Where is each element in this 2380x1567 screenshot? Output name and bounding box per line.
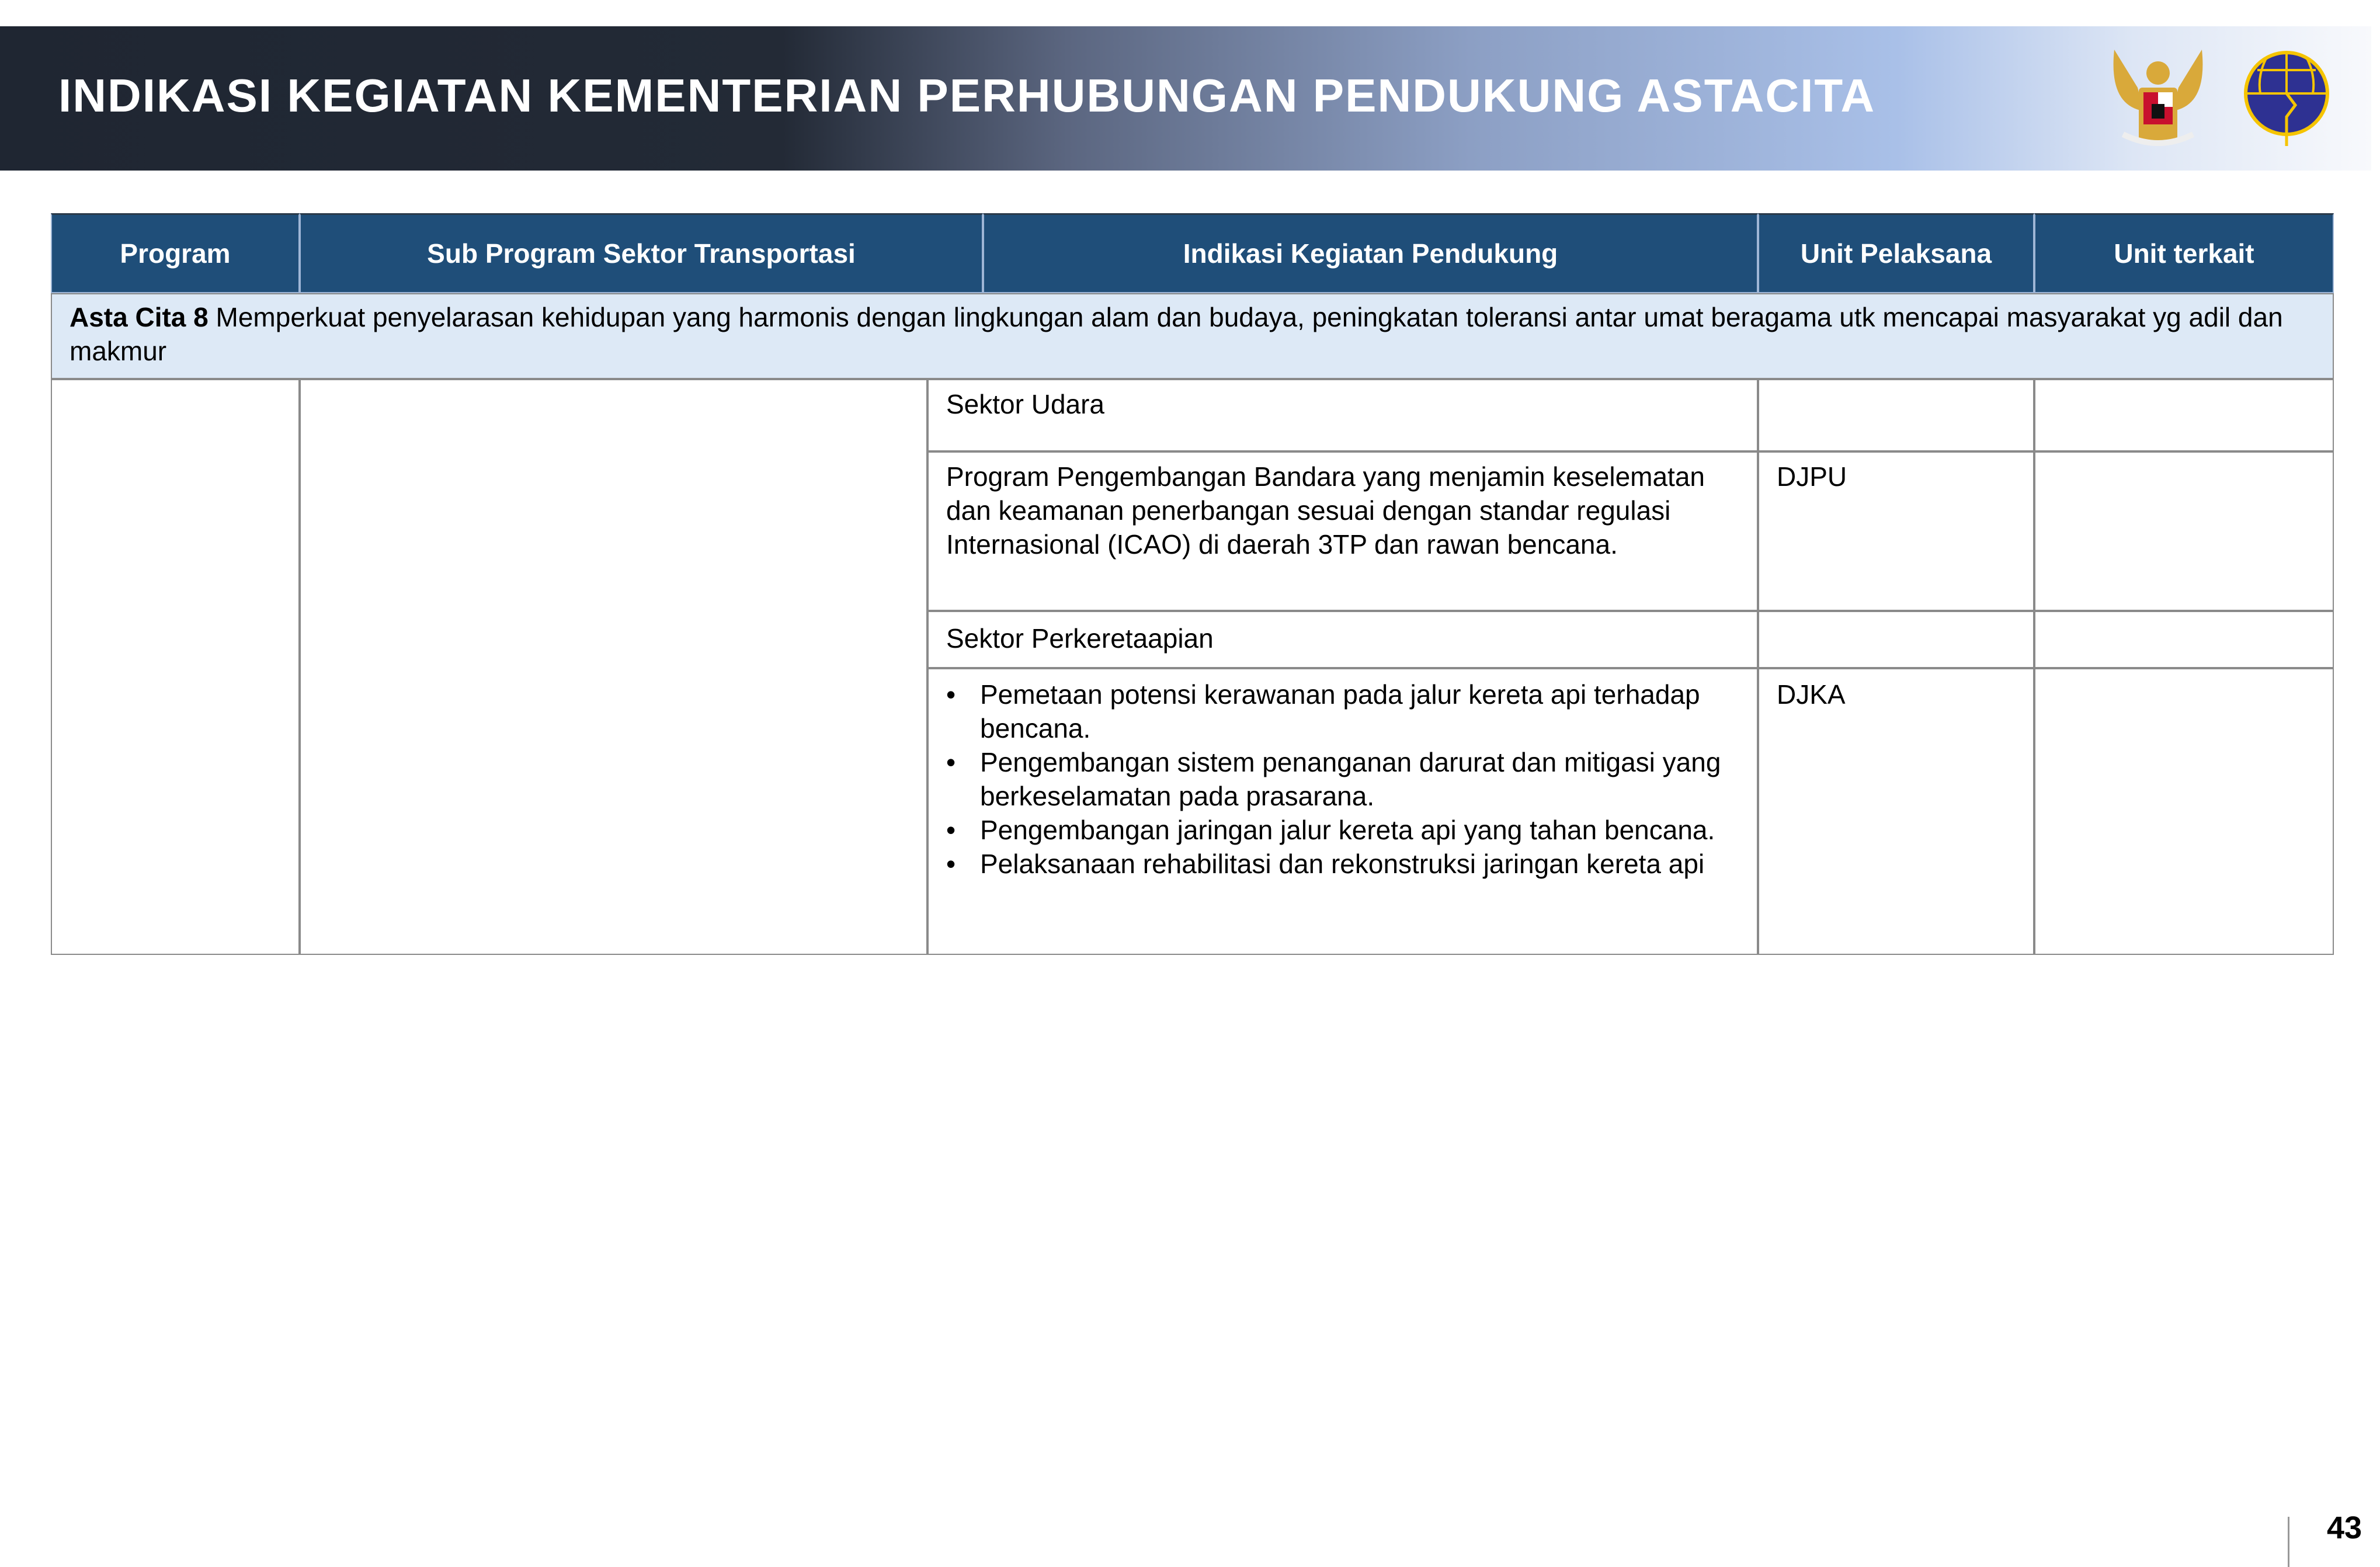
page-number: 43 — [2327, 1510, 2362, 1545]
unit-pelaksana-cell: DJKA — [1758, 668, 2034, 955]
list-item: • Pemetaan potensi kerawanan pada jalur kereta api terhadap bencana. — [946, 677, 1739, 745]
kemenhub-logo-icon — [2240, 47, 2336, 152]
list-item: • Pengembangan sistem penanganan darurat dan mitigasi yang berkeselamatan pada prasarana. — [946, 745, 1739, 813]
column-header-unit-terkait: Unit terkait — [2034, 213, 2334, 293]
asta-cita-label: Asta Cita 8 — [70, 302, 209, 332]
asta-cita-text: Memperkuat penyelarasan kehidupan yang harmonis dengan lingkungan alam dan budaya, peningkatan toleransi antar umat beragama utk mencapai masyarakat yg adil dan makmur — [70, 302, 2283, 366]
table-row-kereta-api-kegiatan — [927, 668, 1758, 955]
unit-terkait-cell — [2034, 379, 2334, 451]
table-row-bandara: Program Pengembangan Bandara yang menjamin keselematan dan keamanan penerbangan sesuai dengan standar regulasi Internasional (ICAO) di daerah 3TP dan rawan bencana. — [927, 451, 1758, 611]
column-header-kegiatan: Indikasi Kegiatan Pendukung — [983, 213, 1758, 293]
list-item: • Pelaksanaan rehabilitasi dan rekonstruksi jaringan kereta api — [946, 847, 1739, 881]
page-number-divider — [2288, 1517, 2289, 1567]
garuda-emblem-icon — [2103, 41, 2214, 158]
asta-cita-row — [51, 293, 2334, 379]
list-item: • Pengembangan jaringan jalur kereta api yang tahan bencana. — [946, 813, 1739, 847]
column-header-sub-program: Sub Program Sektor Transportasi — [300, 213, 983, 293]
unit-terkait-cell — [2034, 668, 2334, 955]
sub-program-cell — [300, 379, 927, 955]
unit-terkait-cell — [2034, 611, 2334, 668]
column-header-program: Program — [51, 213, 300, 293]
program-cell — [51, 379, 300, 955]
unit-pelaksana-cell: DJPU — [1758, 451, 2034, 611]
page-title: INDIKASI KEGIATAN KEMENTERIAN PERHUBUNGAN PENDUKUNG ASTACITA — [58, 70, 1876, 121]
column-header-unit-pelaksana: Unit Pelaksana — [1758, 213, 2034, 293]
unit-pelaksana-cell — [1758, 379, 2034, 451]
table-row-sektor-udara: Sektor Udara — [927, 379, 1758, 451]
unit-pelaksana-cell — [1758, 611, 2034, 668]
table-row-sektor-perkeretaapian: Sektor Perkeretaapian — [927, 611, 1758, 668]
unit-terkait-cell — [2034, 451, 2334, 611]
